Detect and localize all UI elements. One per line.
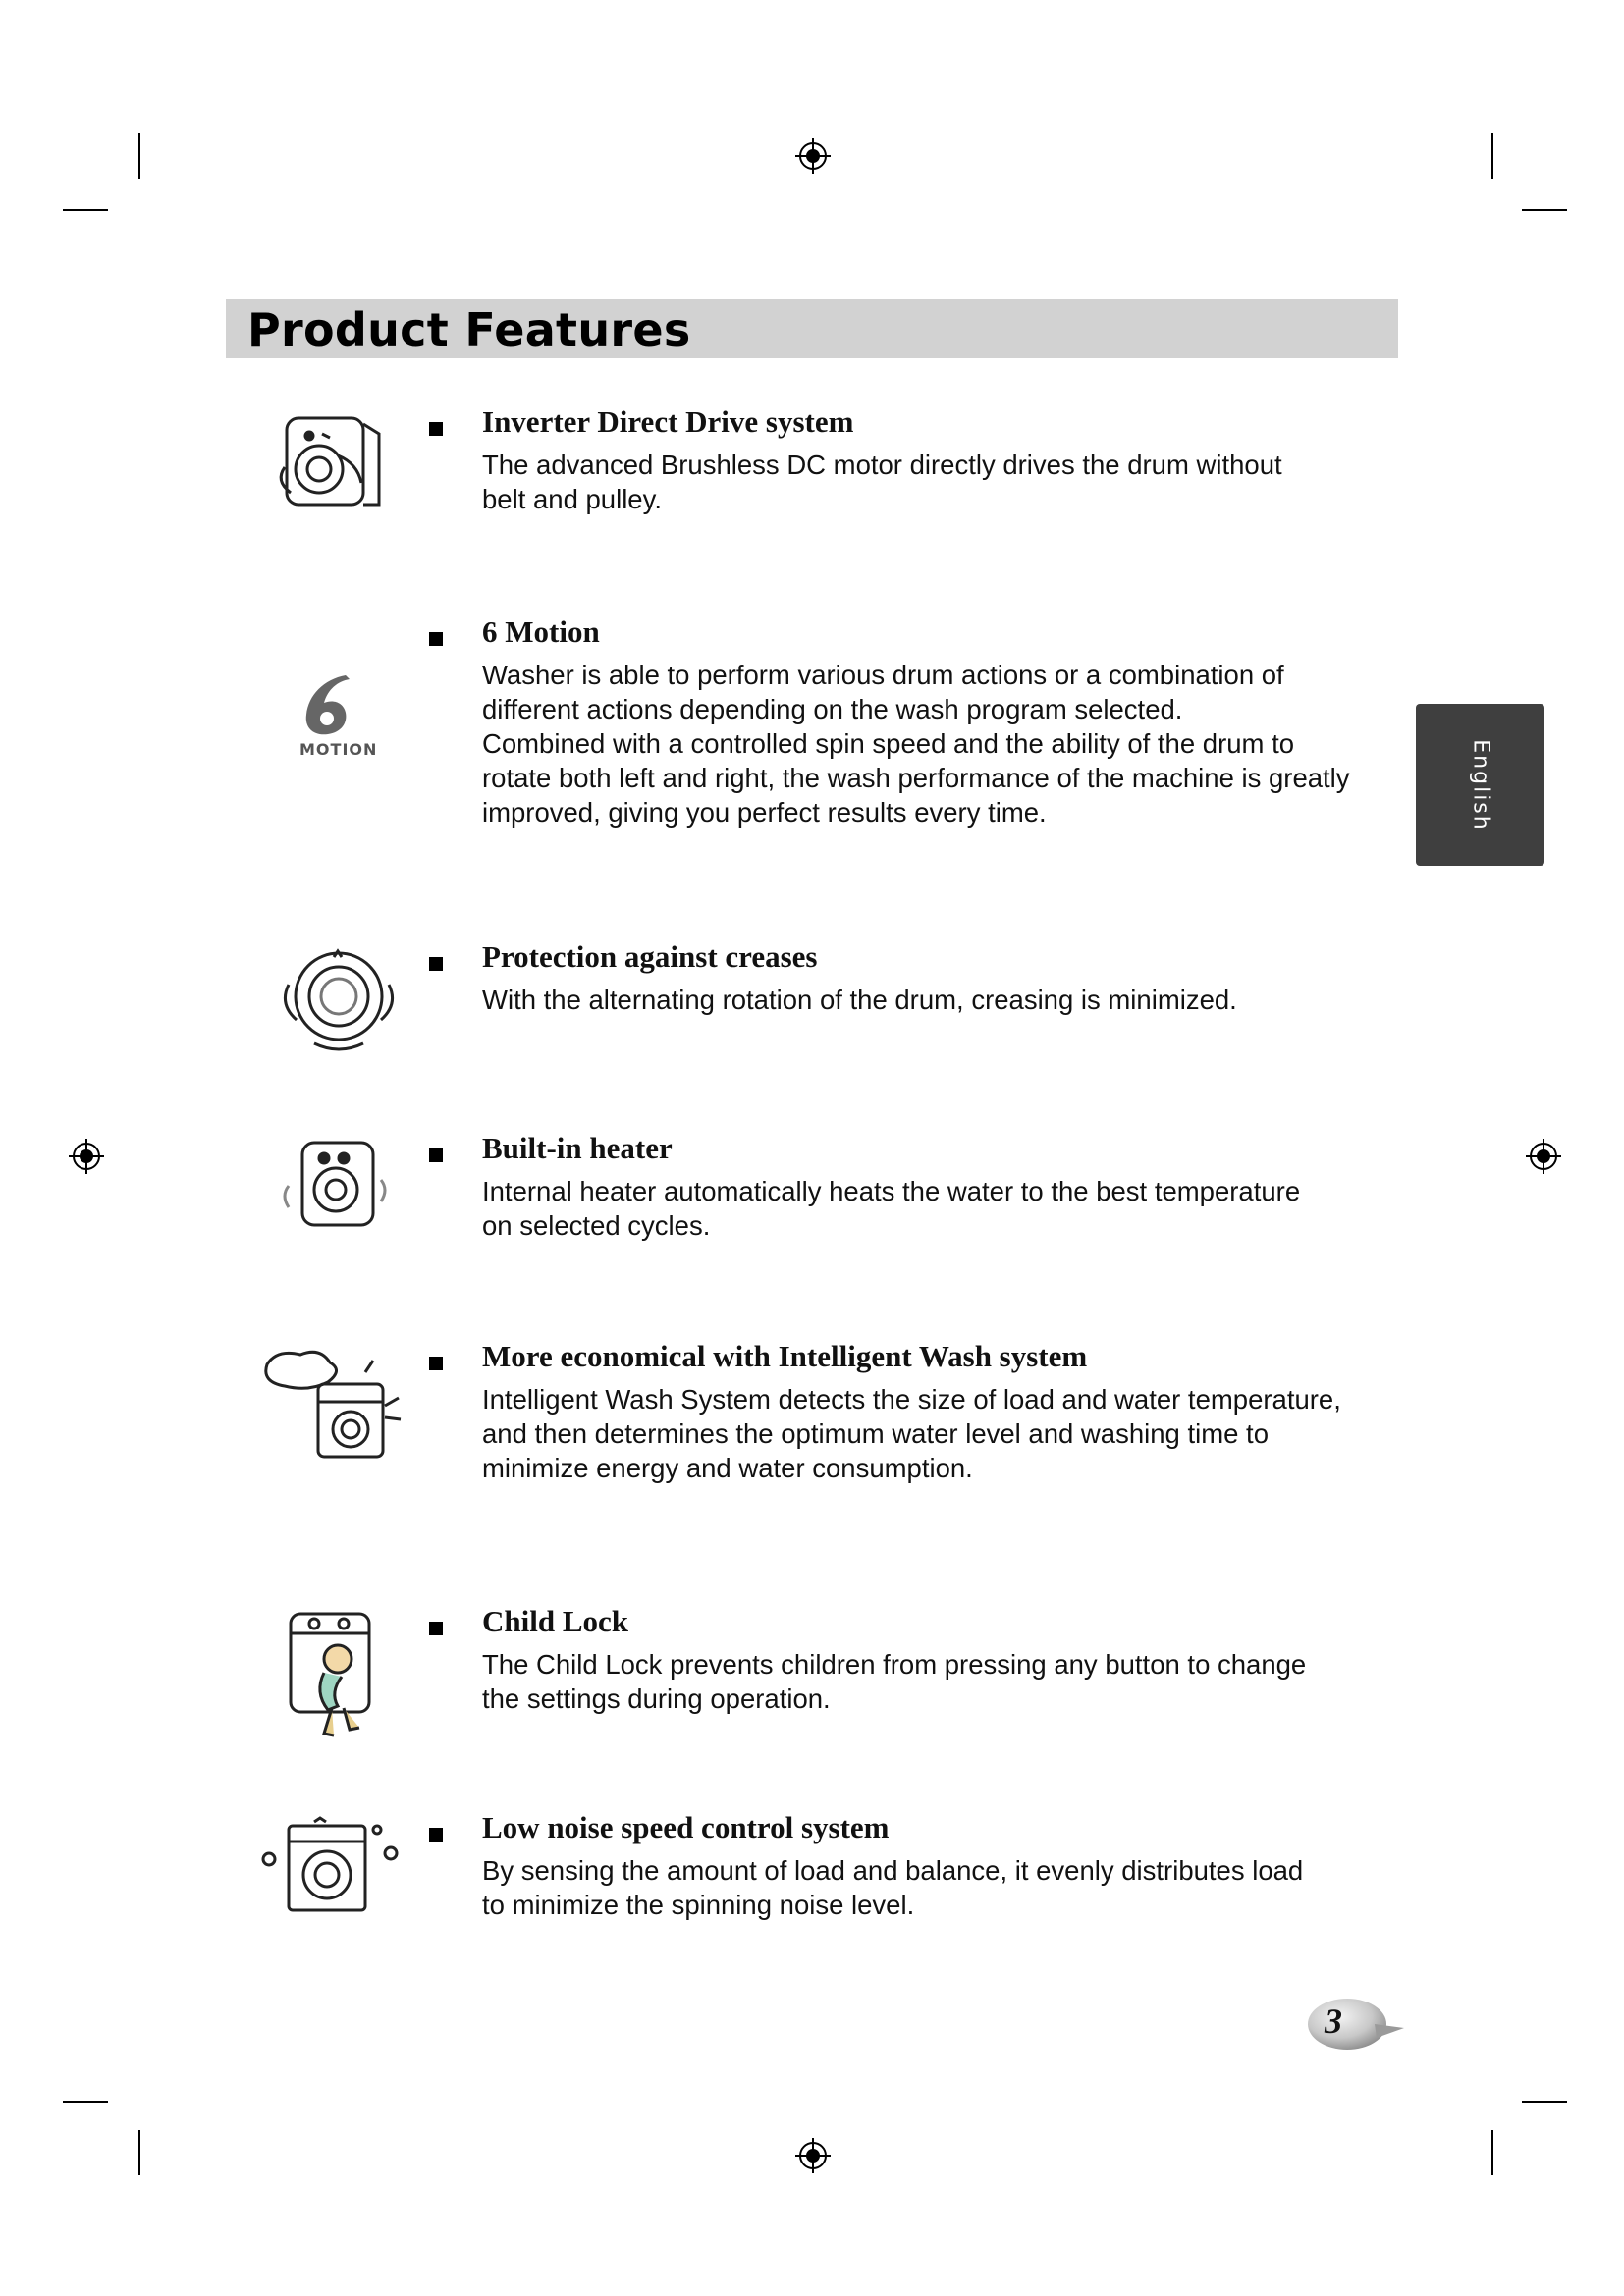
registration-mark-icon xyxy=(793,2136,833,2175)
bullet-icon xyxy=(429,1622,443,1635)
feature-description xyxy=(482,1647,1464,1716)
six-motion-label: MOTION xyxy=(299,740,378,759)
crop-mark xyxy=(138,133,140,179)
feature-description-line: rotate both left and right, the wash performance of the machine is greatly xyxy=(482,763,1350,793)
bullet-icon xyxy=(429,1148,443,1162)
crop-mark xyxy=(1491,133,1493,179)
feature-description xyxy=(482,658,1464,829)
feature-description-line: on selected cycles. xyxy=(482,1210,711,1241)
feature-description-line: the settings during operation. xyxy=(482,1683,831,1714)
child-lock-icon xyxy=(255,1610,412,1747)
page-number-text: 3 xyxy=(1325,2002,1342,2041)
direct-drive-washer-icon xyxy=(255,410,412,538)
feature-description-line: belt and pulley. xyxy=(482,484,662,514)
crop-mark xyxy=(1522,209,1567,211)
crop-mark xyxy=(63,209,108,211)
bullet-icon xyxy=(429,632,443,646)
low-noise-washer-icon xyxy=(255,1816,412,1944)
registration-mark-icon xyxy=(67,1137,106,1176)
registration-mark-icon xyxy=(1524,1137,1563,1176)
feature-title: More economical with Intelligent Wash system xyxy=(482,1339,1088,1373)
bullet-icon xyxy=(429,1357,443,1370)
six-motion-icon xyxy=(255,669,412,797)
feature-description-line: Washer is able to perform various drum actions or a combination of xyxy=(482,660,1284,690)
feature-description-line: By sensing the amount of load and balance, it evenly distributes load xyxy=(482,1855,1304,1886)
crop-mark xyxy=(63,2101,108,2103)
feature-description xyxy=(482,983,1464,1017)
bullet-icon xyxy=(429,957,443,971)
feature-description-line: improved, giving you perfect results every time. xyxy=(482,797,1047,828)
feature-title: Low noise speed control system xyxy=(482,1810,890,1844)
feature-description-line: different actions depending on the wash program selected. xyxy=(482,694,1183,724)
feature-description xyxy=(482,1853,1464,1922)
feature-description-line: to minimize the spinning noise level. xyxy=(482,1890,915,1920)
bullet-icon xyxy=(429,422,443,436)
registration-mark-icon xyxy=(793,136,833,176)
feature-description xyxy=(482,448,1464,516)
six-motion-graphic-icon xyxy=(255,669,412,738)
feature-title: Child Lock xyxy=(482,1604,629,1638)
language-tab-label: English xyxy=(1468,738,1492,831)
feature-description-line: Combined with a controlled spin speed and the ability of the drum to xyxy=(482,728,1295,759)
feature-description xyxy=(482,1174,1464,1243)
crop-mark xyxy=(1522,2101,1567,2103)
feature-description-line: Intelligent Wash System detects the size of load and water temperature, xyxy=(482,1384,1341,1415)
crop-mark xyxy=(138,2130,140,2175)
bullet-icon xyxy=(429,1828,443,1842)
rotating-drum-icon xyxy=(255,945,412,1073)
feature-description xyxy=(482,1382,1464,1485)
crop-mark xyxy=(1491,2130,1493,2175)
page-number-badge-icon xyxy=(1298,1995,1406,2056)
feature-title: 6 Motion xyxy=(482,614,600,649)
feature-description-line: minimize energy and water consumption. xyxy=(482,1453,973,1483)
page-number xyxy=(1298,1995,1406,2056)
heater-washer-icon xyxy=(255,1137,412,1264)
feature-title: Inverter Direct Drive system xyxy=(482,404,854,439)
intelligent-wash-icon xyxy=(255,1345,412,1472)
feature-title: Protection against creases xyxy=(482,939,818,974)
feature-description-line: Internal heater automatically heats the water to the best temperature xyxy=(482,1176,1301,1206)
page-title: Product Features xyxy=(247,303,691,356)
feature-description-line: The advanced Brushless DC motor directly drives the drum without xyxy=(482,450,1282,480)
feature-description-line: The Child Lock prevents children from pressing any button to change xyxy=(482,1649,1307,1680)
feature-description-line: and then determines the optimum water level and washing time to xyxy=(482,1418,1269,1449)
feature-description-line: With the alternating rotation of the drum, creasing is minimized. xyxy=(482,985,1237,1015)
title-bar xyxy=(226,299,1398,358)
feature-title: Built-in heater xyxy=(482,1131,673,1165)
